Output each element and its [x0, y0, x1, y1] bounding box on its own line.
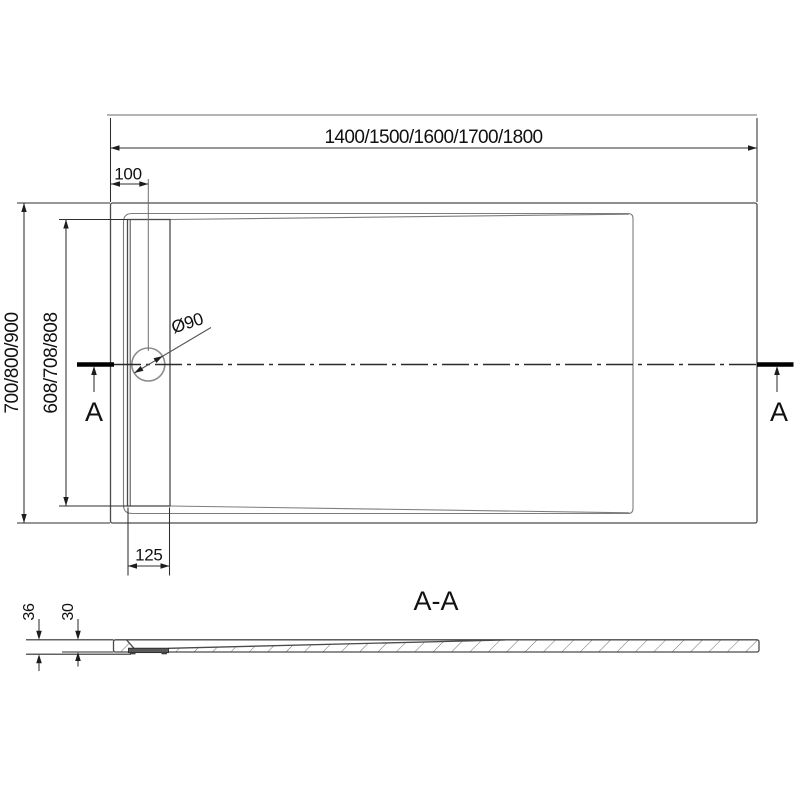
arrowhead-diagonal-icon — [154, 356, 163, 363]
section-cut-line — [77, 365, 794, 428]
drain-diameter-label: Ø90 — [168, 308, 206, 338]
drain-diameter-callout — [134, 308, 211, 373]
drain-cover — [129, 648, 169, 652]
tray-outer-edge — [111, 203, 758, 523]
arrowhead-up-icon — [36, 654, 42, 663]
floor-slope-line-bottom — [170, 506, 629, 513]
section-label-left: A — [84, 397, 104, 427]
arrowhead-left-icon — [111, 145, 120, 150]
basin-inner-edge — [124, 214, 634, 514]
dim-drain-offset — [111, 165, 148, 187]
dim-overall-height-label: 36 — [21, 603, 38, 621]
section-title: A-A — [413, 586, 459, 616]
dim-channel-width — [128, 508, 170, 576]
dim-drain-offset-label: 100 — [114, 164, 142, 184]
dim-tray-height-label: 30 — [60, 603, 77, 621]
arrowhead-diagonal-icon — [134, 366, 143, 373]
dim-width-outer-label: 700/800/900 — [2, 312, 23, 414]
arrowhead-up-icon — [63, 220, 68, 229]
arrowhead-up-icon — [91, 366, 97, 375]
drain-cover-foot-right — [162, 653, 168, 655]
dim-channel-label: 125 — [135, 545, 163, 565]
arrowhead-up-icon — [21, 203, 26, 212]
dim-length — [111, 118, 758, 202]
top-view — [2, 115, 794, 576]
dim-length-label: 1400/1500/1600/1700/1800 — [324, 127, 543, 148]
arrowhead-up-icon — [75, 652, 81, 661]
arrowhead-up-icon — [774, 366, 780, 375]
arrowhead-down-icon — [21, 514, 26, 523]
section-label-right: A — [769, 397, 789, 427]
leader-line — [134, 328, 211, 374]
arrowhead-down-icon — [36, 631, 42, 640]
arrowhead-down-icon — [63, 497, 68, 506]
dim-overall-height — [21, 603, 42, 671]
dim-tray-height — [60, 603, 81, 666]
section-view — [21, 586, 759, 671]
arrowhead-down-icon — [75, 631, 81, 640]
dim-width-inner-label: 608/708/808 — [41, 312, 62, 414]
floor-slope-line-top — [170, 214, 629, 219]
arrowhead-right-icon — [748, 145, 757, 150]
